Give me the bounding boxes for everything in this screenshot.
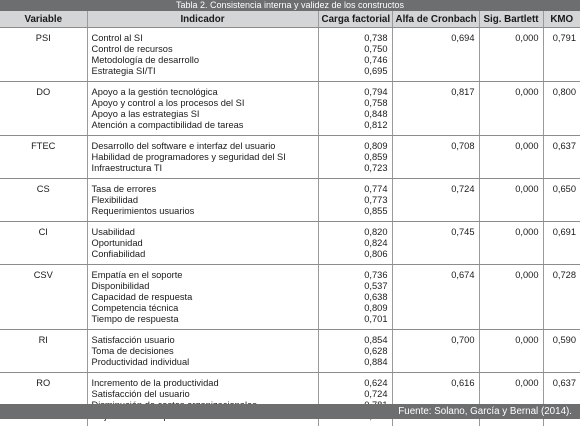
kmo-value-text: 0,800 (548, 87, 577, 98)
kmo-value (543, 265, 580, 330)
indicador-item: Atención a compactibilidad de tareas (92, 120, 314, 131)
indicador-cell (87, 28, 318, 82)
table-row (0, 28, 580, 82)
alfa-cronbach-value-text: 0,616 (397, 378, 475, 389)
alfa-cronbach-value-text: 0,700 (397, 335, 475, 346)
carga-factorial-value: 0,809 (323, 141, 388, 152)
sig-bartlett-value-text: 0,000 (484, 87, 539, 98)
carga-factorial-value: 0,695 (323, 66, 388, 77)
sig-bartlett-value (479, 179, 543, 222)
indicador-item: Apoyo a las estrategias SI (92, 109, 314, 120)
kmo-value-text: 0,728 (548, 270, 577, 281)
kmo-value-text: 0,590 (548, 335, 577, 346)
indicador-item: Apoyo a la gestión tecnológica (92, 87, 314, 98)
carga-factorial-value: 0,701 (323, 314, 388, 325)
table-row (0, 265, 580, 330)
indicador-item: Habilidad de programadores y seguridad del SI (92, 152, 314, 163)
kmo-value (543, 28, 580, 82)
carga-factorial-value: 0,638 (323, 292, 388, 303)
alfa-cronbach-value-text: 0,745 (397, 227, 475, 238)
table-row (0, 330, 580, 373)
carga-factorial-value: 0,824 (323, 238, 388, 249)
alfa-cronbach-value (392, 265, 479, 330)
indicador-item: Flexibilidad (92, 195, 314, 206)
indicador-item: Apoyo y control a los procesos del SI (92, 98, 314, 109)
variable-cell: CSV (0, 265, 87, 330)
sig-bartlett-value (479, 136, 543, 179)
sig-bartlett-value (479, 330, 543, 373)
sig-bartlett-value-text: 0,000 (484, 270, 539, 281)
constructs-table (0, 11, 580, 426)
carga-factorial-value: 0,809 (323, 303, 388, 314)
carga-factorial-value: 0,859 (323, 152, 388, 163)
indicador-item: Control de recursos (92, 44, 314, 55)
carga-factorial-value: 0,855 (323, 206, 388, 217)
alfa-cronbach-value (392, 179, 479, 222)
kmo-value (543, 330, 580, 373)
indicador-cell (87, 179, 318, 222)
sig-bartlett-value-text: 0,000 (484, 227, 539, 238)
carga-factorial-value: 0,723 (323, 163, 388, 174)
header-sig-bartlett: Sig. Bartlett (479, 11, 543, 28)
kmo-value (543, 222, 580, 265)
sig-bartlett-value (479, 28, 543, 82)
indicador-item: Control al SI (92, 33, 314, 44)
carga-factorial-value: 0,738 (323, 33, 388, 44)
table-source: Fuente: Solano, García y Bernal (2014). (0, 404, 580, 419)
sig-bartlett-value-text: 0,000 (484, 141, 539, 152)
variable-cell: RI (0, 330, 87, 373)
header-variable: Variable (0, 11, 87, 28)
indicador-item: Estrategia SI/TI (92, 66, 314, 77)
indicador-cell (87, 222, 318, 265)
indicador-cell (87, 265, 318, 330)
alfa-cronbach-value (392, 82, 479, 136)
carga-factorial-cell (318, 330, 392, 373)
sig-bartlett-value-text: 0,000 (484, 184, 539, 195)
carga-factorial-value: 0,854 (323, 335, 388, 346)
carga-factorial-value: 0,624 (323, 378, 388, 389)
carga-factorial-value: 0,537 (323, 281, 388, 292)
indicador-item: Empatía en el soporte (92, 270, 314, 281)
kmo-value (543, 136, 580, 179)
kmo-value (543, 82, 580, 136)
carga-factorial-value: 0,736 (323, 270, 388, 281)
carga-factorial-value: 0,628 (323, 346, 388, 357)
sig-bartlett-value-text: 0,000 (484, 378, 539, 389)
kmo-value-text: 0,791 (548, 33, 577, 44)
carga-factorial-cell (318, 222, 392, 265)
indicador-cell (87, 82, 318, 136)
carga-factorial-value: 0,758 (323, 98, 388, 109)
indicador-item: Satisfacción del usuario (92, 389, 314, 400)
header-indicador: Indicador (87, 11, 318, 28)
carga-factorial-cell (318, 28, 392, 82)
kmo-value-text: 0,637 (548, 378, 577, 389)
carga-factorial-value: 0,806 (323, 249, 388, 260)
carga-factorial-value: 0,820 (323, 227, 388, 238)
table-row (0, 179, 580, 222)
carga-factorial-value: 0,848 (323, 109, 388, 120)
alfa-cronbach-value-text: 0,708 (397, 141, 475, 152)
indicador-item: Competencia técnica (92, 303, 314, 314)
table-row (0, 82, 580, 136)
carga-factorial-value: 0,884 (323, 357, 388, 368)
carga-factorial-cell (318, 179, 392, 222)
variable-cell: FTEC (0, 136, 87, 179)
indicador-item: Oportunidad (92, 238, 314, 249)
carga-factorial-value: 0,724 (323, 389, 388, 400)
variable-cell: CS (0, 179, 87, 222)
header-alfa-cronbach: Alfa de Cronbach (392, 11, 479, 28)
carga-factorial-value: 0,746 (323, 55, 388, 66)
carga-factorial-value: 0,812 (323, 120, 388, 131)
alfa-cronbach-value-text: 0,817 (397, 87, 475, 98)
variable-cell: PSI (0, 28, 87, 82)
indicador-item: Infraestructura TI (92, 163, 314, 174)
indicador-item: Incremento de la productividad (92, 378, 314, 389)
table-caption: Tabla 2. Consistencia interna y validez de los constructos (0, 0, 580, 11)
kmo-value-text: 0,691 (548, 227, 577, 238)
sig-bartlett-value-text: 0,000 (484, 33, 539, 44)
sig-bartlett-value-text: 0,000 (484, 335, 539, 346)
table-row (0, 222, 580, 265)
indicador-item: Productividad individual (92, 357, 314, 368)
carga-factorial-value: 0,774 (323, 184, 388, 195)
carga-factorial-cell (318, 136, 392, 179)
indicador-item: Capacidad de respuesta (92, 292, 314, 303)
alfa-cronbach-value (392, 136, 479, 179)
carga-factorial-value: 0,773 (323, 195, 388, 206)
indicador-item: Satisfacción usuario (92, 335, 314, 346)
sig-bartlett-value (479, 222, 543, 265)
indicador-item: Desarrollo del software e interfaz del usuario (92, 141, 314, 152)
sig-bartlett-value (479, 265, 543, 330)
kmo-value-text: 0,637 (548, 141, 577, 152)
variable-cell: CI (0, 222, 87, 265)
variable-cell: DO (0, 82, 87, 136)
alfa-cronbach-value (392, 330, 479, 373)
indicador-item: Tasa de errores (92, 184, 314, 195)
indicador-item: Toma de decisiones (92, 346, 314, 357)
alfa-cronbach-value (392, 28, 479, 82)
header-kmo: KMO (543, 11, 580, 28)
indicador-item: Usabilidad (92, 227, 314, 238)
indicador-item: Disponibilidad (92, 281, 314, 292)
variable-cell: RO (0, 373, 87, 426)
kmo-value (543, 179, 580, 222)
sig-bartlett-value (479, 82, 543, 136)
table-row (0, 136, 580, 179)
carga-factorial-cell (318, 265, 392, 330)
alfa-cronbach-value-text: 0,674 (397, 270, 475, 281)
header-carga-factorial: Carga factorial (318, 11, 392, 28)
carga-factorial-cell (318, 82, 392, 136)
header-row (0, 11, 580, 28)
carga-factorial-value: 0,750 (323, 44, 388, 55)
alfa-cronbach-value-text: 0,694 (397, 33, 475, 44)
carga-factorial-value: 0,794 (323, 87, 388, 98)
indicador-cell (87, 330, 318, 373)
indicador-item: Metodología de desarrollo (92, 55, 314, 66)
indicador-cell (87, 136, 318, 179)
alfa-cronbach-value-text: 0,724 (397, 184, 475, 195)
indicador-item: Tiempo de respuesta (92, 314, 314, 325)
indicador-item: Confiabilidad (92, 249, 314, 260)
indicador-item: Requerimientos usuarios (92, 206, 314, 217)
alfa-cronbach-value (392, 222, 479, 265)
kmo-value-text: 0,650 (548, 184, 577, 195)
